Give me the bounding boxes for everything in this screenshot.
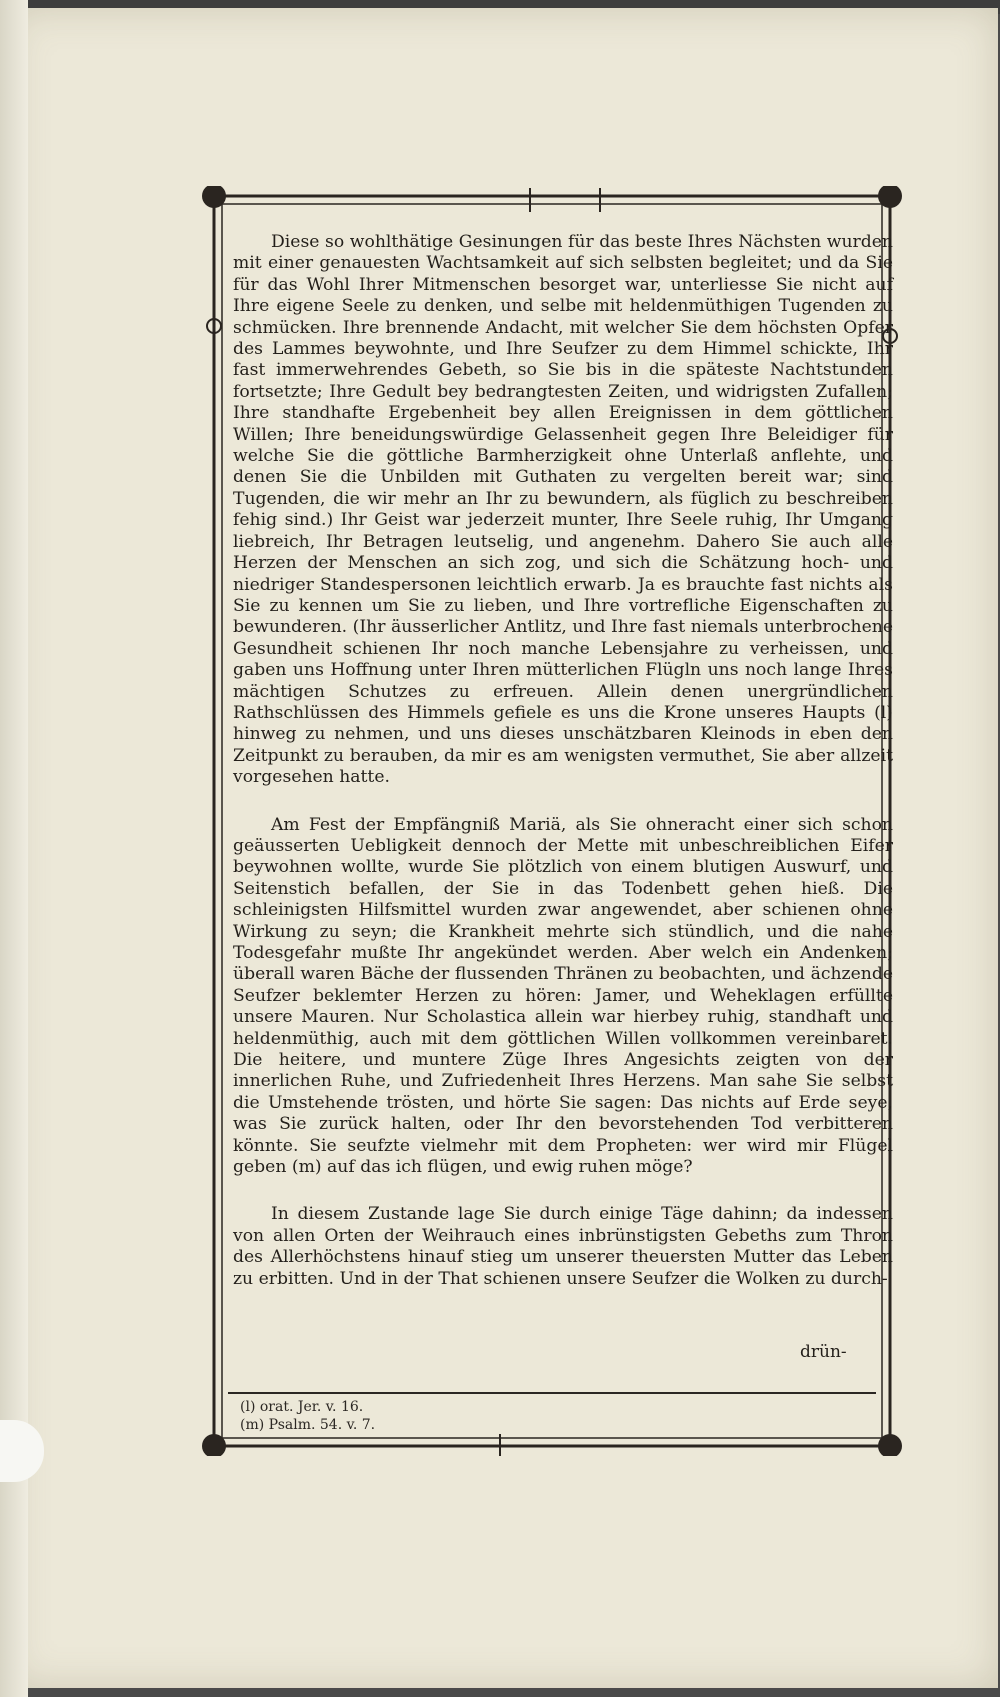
main-text [233,232,893,1290]
paragraph: Diese so wohlthätige Gesinungen für das beste Ihres Nächsten wurden mit einer genauesten Wachtsamkeit auf sich selbsten begleitet; und da Sie für das Wohl Ihrer Mitmenschen besorget war, unterliesse Sie nicht auf Ihre eigene Seele zu denken, und selbe mit heldenmüthigen Tugenden zu schmücken. Ihre brennende Andacht, mit welcher Sie dem höchsten Opfer des Lammes beywohnte, und Ihre Seufzer zu dem Himmel schickte, Ihr fast immerwehrendes Gebeth, so Sie bis in die späteste Nachtstunden fortsetzte; Ihre Gedult bey bedrangtesten Zeiten, und widrigsten Zufallen; Ihre standhafte Ergebenheit bey allen Ereignissen in dem göttlichen Willen; Ihre beneidungswürdige Gelassenheit gegen Ihre Beleidiger für welche Sie die göttliche Barmherzigkeit ohne Unterlaß anflehte, und denen Sie die Unbilden mit Guthaten zu vergelten bereit war; sind Tugenden, die wir mehr an Ihr zu bewundern, als füglich zu beschreiben fehig sind.) Ihr Geist war jederzeit munter, Ihre Seele ruhig, Ihr Umgang liebreich, Ihr Betragen leutselig, und angenehm. Dahero Sie auch alle Herzen der Menschen an sich zog, und sich die Schätzung hoch- und niedriger Standespersonen leichtlich erwarb. Ja es brauchte fast nichts als Sie zu kennen um Sie zu lieben, und Ihre vortrefliche Eigenschaften zu bewunderen. (Ihr äusserlicher Antlitz, und Ihre fast niemals unterbrochene Gesundheit schienen Ihr noch manche Lebensjahre zu verheissen, und gaben uns Hoffnung unter Ihren mütterlichen Flügln uns noch lange Ihres mächtigen Schutzes zu erfreuen. Allein denen unergründlichen Rathschlüssen des Himmels gefiele es uns die Krone unseres Haupts (l) hinweg zu nehmen, und uns dieses unschätzbaren Kleinods in eben den Zeitpunkt zu berauben, da mir es am wenigsten vermuthet, Sie aber allzeit vorgesehen hatte. [233,232,893,788]
footnote: (m) Psalm. 54. v. 7. [240,1417,376,1433]
catchword: drün- [800,1342,847,1362]
footnote-divider [228,1392,876,1394]
footnote: (l) orat. Jer. v. 16. [240,1399,364,1415]
paragraph: In diesem Zustande lage Sie durch einige Täge dahinn; da indessen von allen Orten der Weihrauch eines inbrünstigsten Gebeths zum Thron des Allerhöchstens hinauf stieg um unserer theuersten Mutter das Leben zu erbitten. Und in der That schienen unsere Seufzer die Wolken zu durch- [233,1204,893,1289]
paragraph: Am Fest der Empfängniß Mariä, als Sie ohneracht einer sich schon geäusserten Uebligkeit dennoch der Mette mit unbeschreiblichen Eifer beywohnen wollte, wurde Sie plötzlich von einem blutigen Auswurf, und Seitenstich befallen, der Sie in das Todenbett gehen hieß. Die schleinigsten Hilfsmittel wurden zwar angewendet, aber schienen ohne Wirkung zu seyn; die Krankheit mehrte sich stündlich, und die nahe Todesgefahr mußte Ihr angekündet werden. Aber welch ein Andenken; überall waren Bäche der flussenden Thränen zu beobachten, und ächzende Seufzer beklemter Herzen zu hören: Jamer, und Weheklagen erfüllte unsere Mauren. Nur Scholastica allein war hierbey ruhig, standhaft und heldenmüthig, auch mit dem göttlichen Willen vollkommen vereinbaret. Die heitere, und muntere Züge Ihres Angesichts zeigten von der innerlichen Ruhe, und Zufriedenheit Ihres Herzens. Man sahe Sie selbst die Umstehende trösten, und hörte Sie sagen: Das nichts auf Erde seye, was Sie zurück halten, oder Ihr den bevorstehenden Tod verbitteren könnte. Sie seufzte vielmehr mit dem Propheten: wer wird mir Flügel geben (m) auf das ich flügen, und ewig ruhen möge? [233,814,893,1178]
footnotes [240,1398,540,1434]
